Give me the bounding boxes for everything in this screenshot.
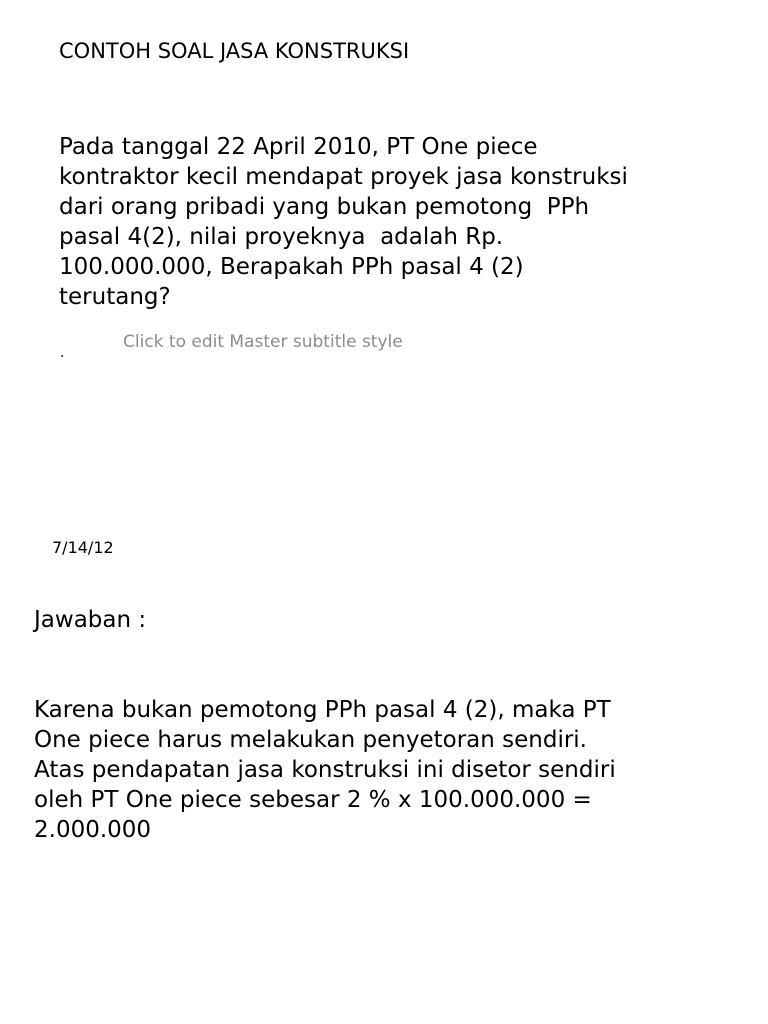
slide-date: 7/14/12: [52, 538, 114, 557]
subtitle-placeholder[interactable]: Click to edit Master subtitle style: [123, 332, 403, 352]
answer-line: One piece harus melakukan penyetoran sendiri.: [34, 727, 587, 753]
question-line: terutang?: [59, 284, 171, 310]
answer-heading: Jawaban :: [34, 607, 147, 633]
question-line: pasal 4(2), nilai proyeknya adalah Rp.: [59, 224, 504, 250]
answer-text: [34, 695, 734, 845]
answer-line: Karena bukan pemotong PPh pasal 4 (2), maka PT: [34, 697, 611, 723]
slide-answer: [0, 580, 768, 1024]
bullet-dot: .: [60, 345, 65, 361]
question-line: Pada tanggal 22 April 2010, PT One piece: [59, 134, 538, 160]
question-text: [59, 132, 739, 312]
answer-line: Atas pendapatan jasa konstruksi ini disetor sendiri: [34, 757, 616, 783]
question-line: kontraktor kecil mendapat proyek jasa konstruksi: [59, 164, 628, 190]
question-line: 100.000.000, Berapakah PPh pasal 4 (2): [59, 254, 524, 280]
answer-line: oleh PT One piece sebesar 2 % x 100.000.000 =: [34, 787, 592, 813]
answer-line: 2.000.000: [34, 817, 152, 843]
question-line: dari orang pribadi yang bukan pemotong PPh: [59, 194, 590, 220]
slide-title: CONTOH SOAL JASA KONSTRUKSI: [59, 39, 410, 63]
